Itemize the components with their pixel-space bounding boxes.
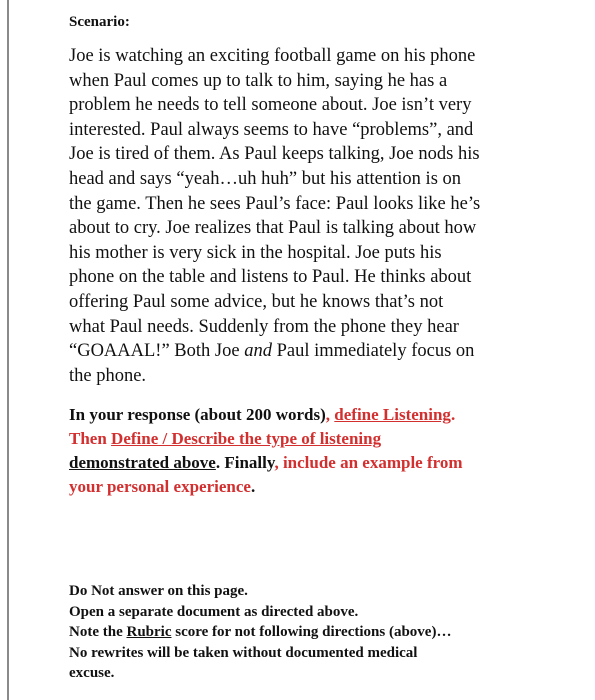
note-line: Do Not answer on this page.: [69, 583, 248, 599]
submission-notes: [69, 581, 549, 684]
scenario-emphasis: and: [244, 341, 272, 362]
instruction-text: . Finally: [215, 453, 275, 472]
instruction-line: [69, 427, 549, 451]
instruction-line: [69, 475, 549, 499]
scenario-text: the game. Then he sees Paul’s face: Paul looks like he’s: [69, 193, 481, 214]
note-line: Open a separate document as directed above.: [69, 603, 359, 620]
scenario-line: [69, 241, 549, 266]
note-text: Note the: [69, 624, 127, 640]
scenario-line: [69, 44, 549, 69]
scenario-line: [69, 142, 549, 167]
scenario-line: [69, 192, 549, 217]
scenario-line: [69, 93, 549, 118]
note-text: score for not following directions (above)…: [171, 624, 452, 640]
scenario-line: [69, 315, 549, 340]
left-margin-rule: [7, 0, 9, 700]
note-line: [69, 622, 549, 643]
scenario-line: [69, 118, 549, 143]
scenario-text: offering Paul some advice, but he knows that’s not: [69, 291, 444, 312]
instruction-text-red: Then: [69, 429, 112, 448]
note-line: excuse.: [69, 665, 115, 681]
scenario-text: about to cry. Joe realizes that Paul is talking about how: [69, 218, 477, 239]
instruction-line: [69, 403, 549, 427]
note-line: No rewrites will be taken without documented medical: [69, 644, 418, 661]
scenario-line: [69, 290, 549, 315]
rubric-underlined: Rubric: [126, 624, 172, 640]
scenario-text: Joe is tired of them. As Paul keeps talking, Joe nods his: [69, 144, 480, 165]
instruction-text-red: .: [450, 405, 456, 424]
instruction-text: .: [250, 477, 256, 496]
scenario-text: his mother is very sick in the hospital. Joe puts his: [69, 242, 442, 263]
scenario-text: what Paul needs. Suddenly from the phone they hear: [69, 316, 459, 337]
scenario-text: Joe is watching an exciting football game on his phone: [69, 46, 476, 66]
scenario-line: [69, 265, 549, 290]
scenario-line: [69, 167, 549, 192]
instruction-text: In your response (about 200 words): [69, 405, 326, 424]
scenario-text: “GOAAAL!” Both Joe: [69, 341, 245, 362]
scenario-paragraph: [69, 44, 549, 388]
scenario-line: [69, 364, 549, 389]
scenario-text: when Paul comes up to talk to him, saying he has a: [69, 70, 448, 91]
define-type-underlined: Define / Describe the type of listening: [111, 429, 382, 448]
instruction-line: [69, 451, 549, 475]
demonstrated-above-underlined: demonstrated above: [69, 453, 216, 472]
instruction-text-red: , include an example from: [274, 453, 463, 472]
scenario-line: [69, 216, 549, 241]
response-instructions: [69, 403, 549, 499]
scenario-heading: Scenario:: [69, 14, 130, 30]
scenario-text: interested. Paul always seems to have “problems”, and: [69, 119, 474, 140]
define-listening-underlined: define Listening: [334, 405, 451, 424]
instruction-text-red: your personal experience: [69, 477, 251, 496]
scenario-text: problem he needs to tell someone about. Joe isn’t very: [69, 95, 472, 116]
scenario-text: head and says “yeah…uh huh” but his attention is on: [69, 168, 462, 189]
scenario-text: the phone.: [69, 365, 147, 386]
instruction-text-red: ,: [325, 405, 335, 424]
scenario-line: [69, 339, 549, 364]
scenario-text: phone on the table and listens to Paul. He thinks about: [69, 267, 472, 288]
scenario-text: Paul immediately focus on: [271, 341, 475, 362]
scenario-line: [69, 69, 549, 94]
